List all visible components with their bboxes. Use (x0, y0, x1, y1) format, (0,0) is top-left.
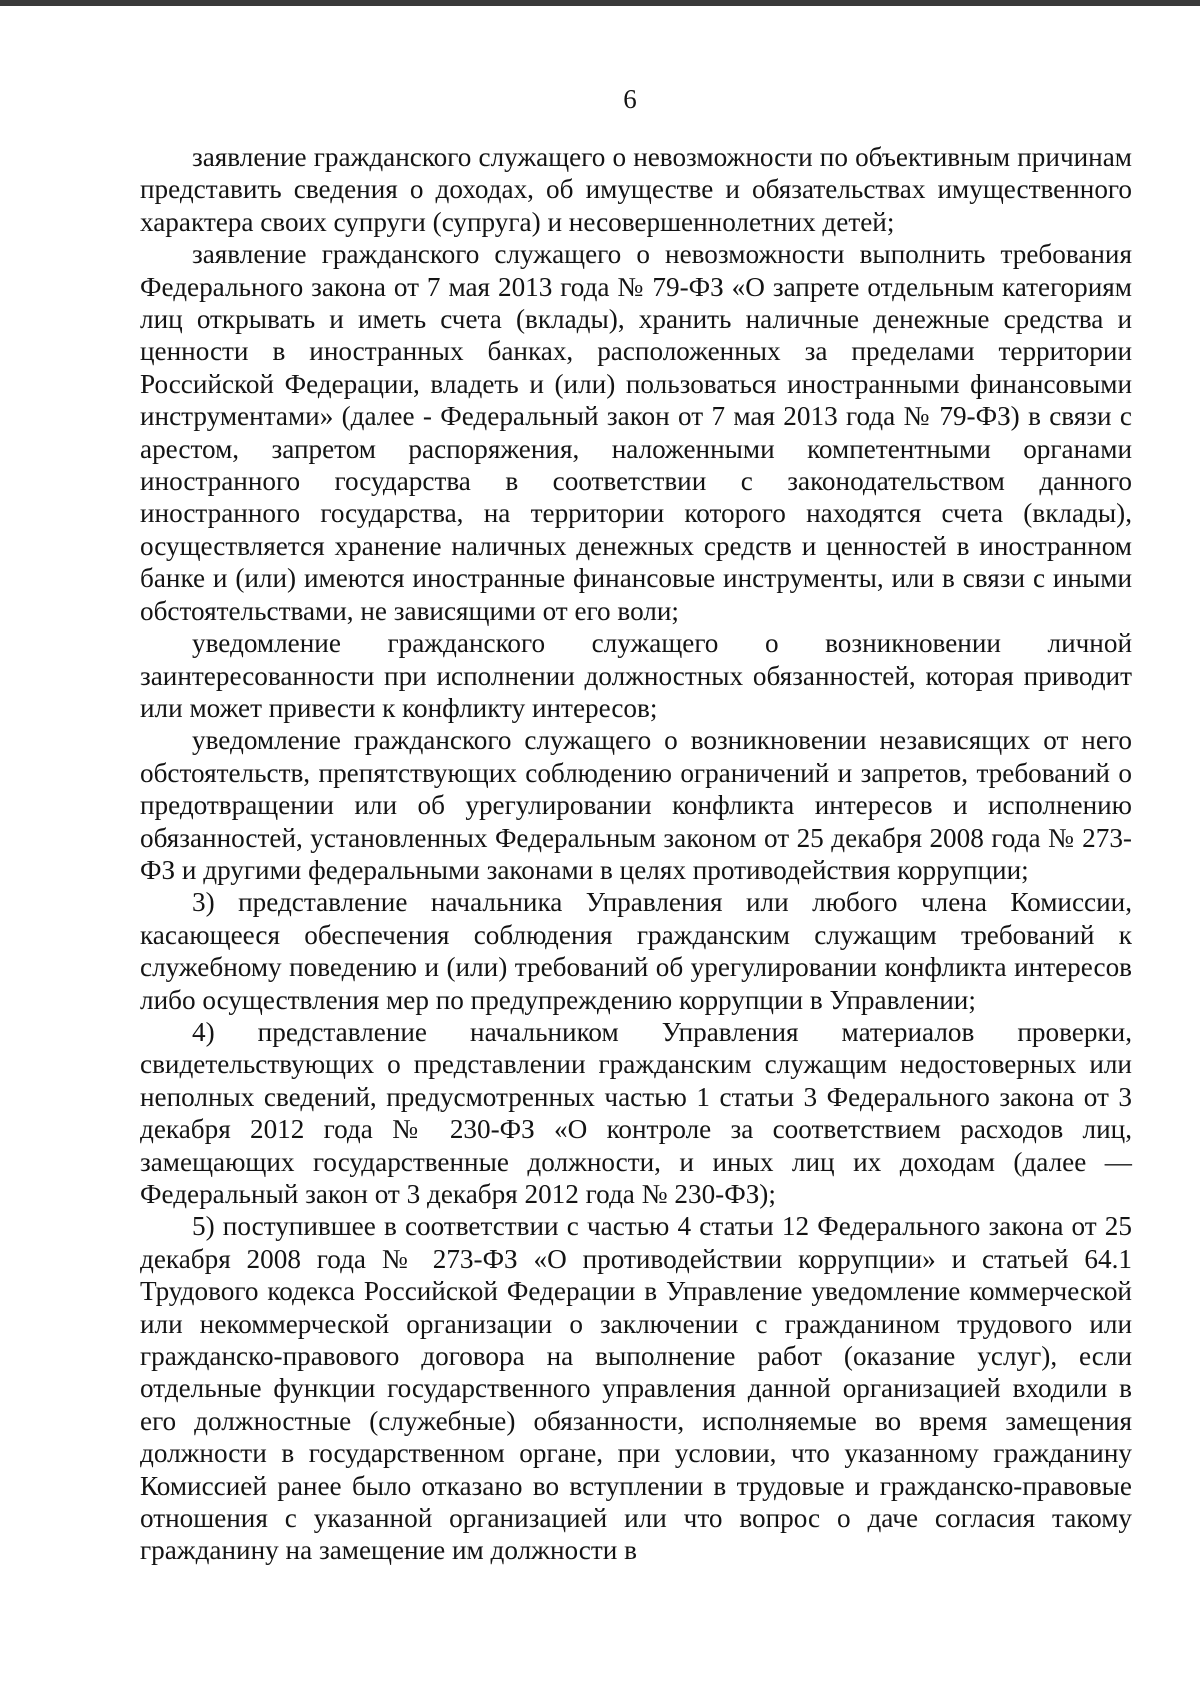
paragraph-notice-personal-interest: уведомление гражданского служащего о возникновении личной заинтересованности при исполнении должностных обязанностей, которая приводит или может привести к конфликту интересов; (140, 628, 1132, 723)
paragraph-notice-circumstances: уведомление гражданского служащего о возникновении независящих от него обстоятельств, препятствующих соблюдению ограничений и запретов, требований о предотвращении или об урегулировании конфликта интересов и исполнению обязанностей, установленных Федеральным законом от 25 декабря 2008 года № 273-ФЗ и другими федеральными законами в целях противодействия коррупции; (140, 725, 1132, 885)
paragraph-statement-foreign-accounts: заявление гражданского служащего о невозможности выполнить требования Федерального закона от 7 мая 2013 года № 79-ФЗ «О запрете отдельным категориям лиц открывать и иметь счета (вклады), хранить наличные денежные средства и ценности в иностранных банках, расположенных за пределами территории Российской Федерации, владеть и (или) пользоваться иностранными финансовыми инструментами» (далее - Федеральный закон от 7 мая 2013 года № 79-ФЗ) в связи с арестом, запретом распоряжения, наложенными компетентными органами иностранного государства в соответствии с законодательством данного иностранного государства, на территории которого находятся счета (вклады), осуществляется хранение наличных денежных средств и ценностей в иностранном банке и (или) имеются иностранные финансовые инструменты, или в связи с иными обстоятельствами, не зависящими от его воли; (140, 239, 1132, 626)
page-number: 6 (623, 84, 637, 114)
document-body (140, 141, 1132, 1567)
paragraph-item-3: 3) представление начальника Управления или любого члена Комиссии, касающееся обеспечения соблюдения гражданским служащим требований к служебному поведению и (или) требований об урегулировании конфликта интересов либо осуществления мер по предупреждению коррупции в Управлении; (140, 887, 1132, 1015)
paragraph-item-5: 5) поступившее в соответствии с частью 4 статьи 12 Федерального закона от 25 декабря 2008 года № 273-ФЗ «О противодействии коррупции» и статьей 64.1 Трудового кодекса Российской Федерации в Управление уведомление коммерческой или некоммерческой организации о заключении с гражданином трудового или гражданско-правового договора на выполнение работ (оказание услуг), если отдельные функции государственного управления данной организацией входили в его должностные (служебные) обязанности, исполняемые во время замещения должности в государственном органе, при условии, что указанному гражданину Комиссией ранее было отказано во вступлении в трудовые и гражданско-правовые отношения с указанной организацией или что вопрос о даче согласия такому гражданину на замещение им должности в (140, 1211, 1132, 1566)
paragraph-item-4: 4) представление начальником Управления материалов проверки, свидетельствующих о представлении гражданским служащим недостоверных или неполных сведений, предусмотренных частью 1 статьи 3 Федерального закона от 3 декабря 2012 года № 230-ФЗ «О контроле за соответствием расходов лиц, замещающих государственные должности, и иных лиц их доходам (далее — Федеральный закон от 3 декабря 2012 года № 230-ФЗ); (140, 1016, 1132, 1209)
paragraph-statement-income-info: заявление гражданского служащего о невозможности по объективным причинам представить сведения о доходах, об имуществе и обязательствах имущественного характера своих супруги (супруга) и несовершеннолетних детей; (140, 142, 1132, 237)
top-border-line (0, 0, 1200, 6)
